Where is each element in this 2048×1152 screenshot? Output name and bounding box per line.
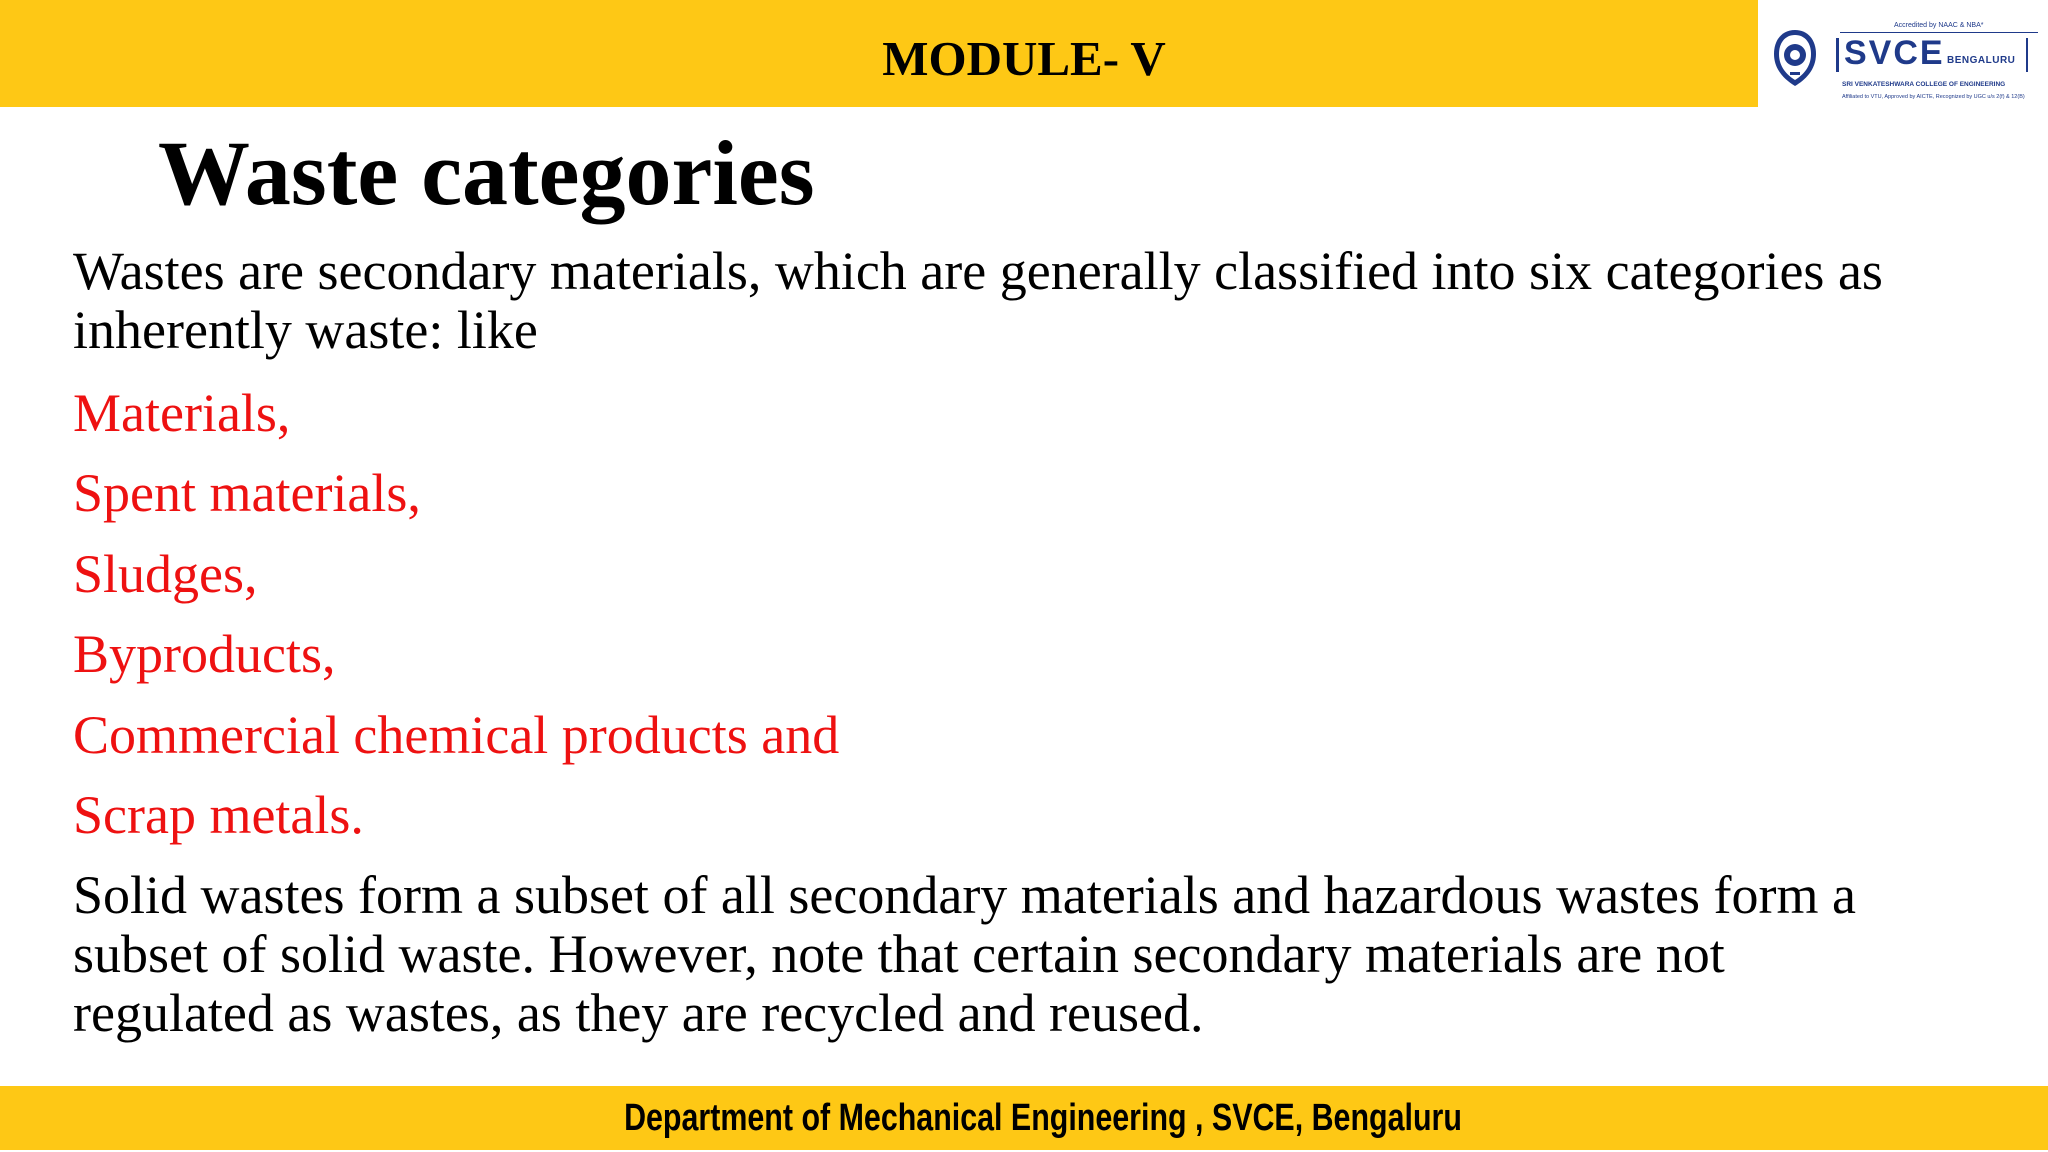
- logo-rule: [1840, 32, 2038, 33]
- category-item: Materials,: [73, 383, 291, 443]
- logo-divider-right: [2026, 38, 2028, 72]
- category-item: Spent materials,: [73, 463, 421, 523]
- footer-text: Department of Mechanical Engineering , SVCE, Bengaluru: [624, 1096, 1462, 1139]
- intro-line: Wastes are secondary materials, which are generally classified into six categories as: [73, 241, 1883, 301]
- logo-divider: [1836, 38, 1839, 72]
- module-title: MODULE- V: [882, 30, 1166, 86]
- logo-affiliation: Affiliated to VTU, Approved by AICTE, Recognized by UGC u/s 2(f) & 12(B): [1842, 94, 2025, 100]
- college-seal-icon: [1772, 28, 1818, 88]
- conclusion-paragraph: [73, 866, 1856, 1043]
- slide-title: Waste categories: [158, 122, 815, 224]
- conclusion-line: subset of solid waste. However, note that certain secondary materials are not: [73, 924, 1725, 984]
- logo-full-name: SRI VENKATESHWARA COLLEGE OF ENGINEERING: [1842, 81, 2006, 88]
- logo-name: SVCE: [1844, 34, 1945, 72]
- category-item: Scrap metals.: [73, 785, 364, 845]
- category-item: Byproducts,: [73, 624, 336, 684]
- intro-paragraph: [73, 242, 1883, 360]
- conclusion-line: Solid wastes form a subset of all secondary materials and hazardous wastes form a: [73, 865, 1856, 925]
- logo-city: BENGALURU: [1947, 55, 2016, 66]
- conclusion-line: regulated as wastes, as they are recycled and reused.: [73, 983, 1204, 1043]
- college-logo: [1762, 8, 2042, 108]
- category-item: Commercial chemical products and: [73, 705, 840, 765]
- category-item: Sludges,: [73, 544, 258, 604]
- logo-tagline: Accredited by NAAC & NBA*: [1894, 22, 1984, 29]
- intro-line: inherently waste: like: [73, 300, 538, 360]
